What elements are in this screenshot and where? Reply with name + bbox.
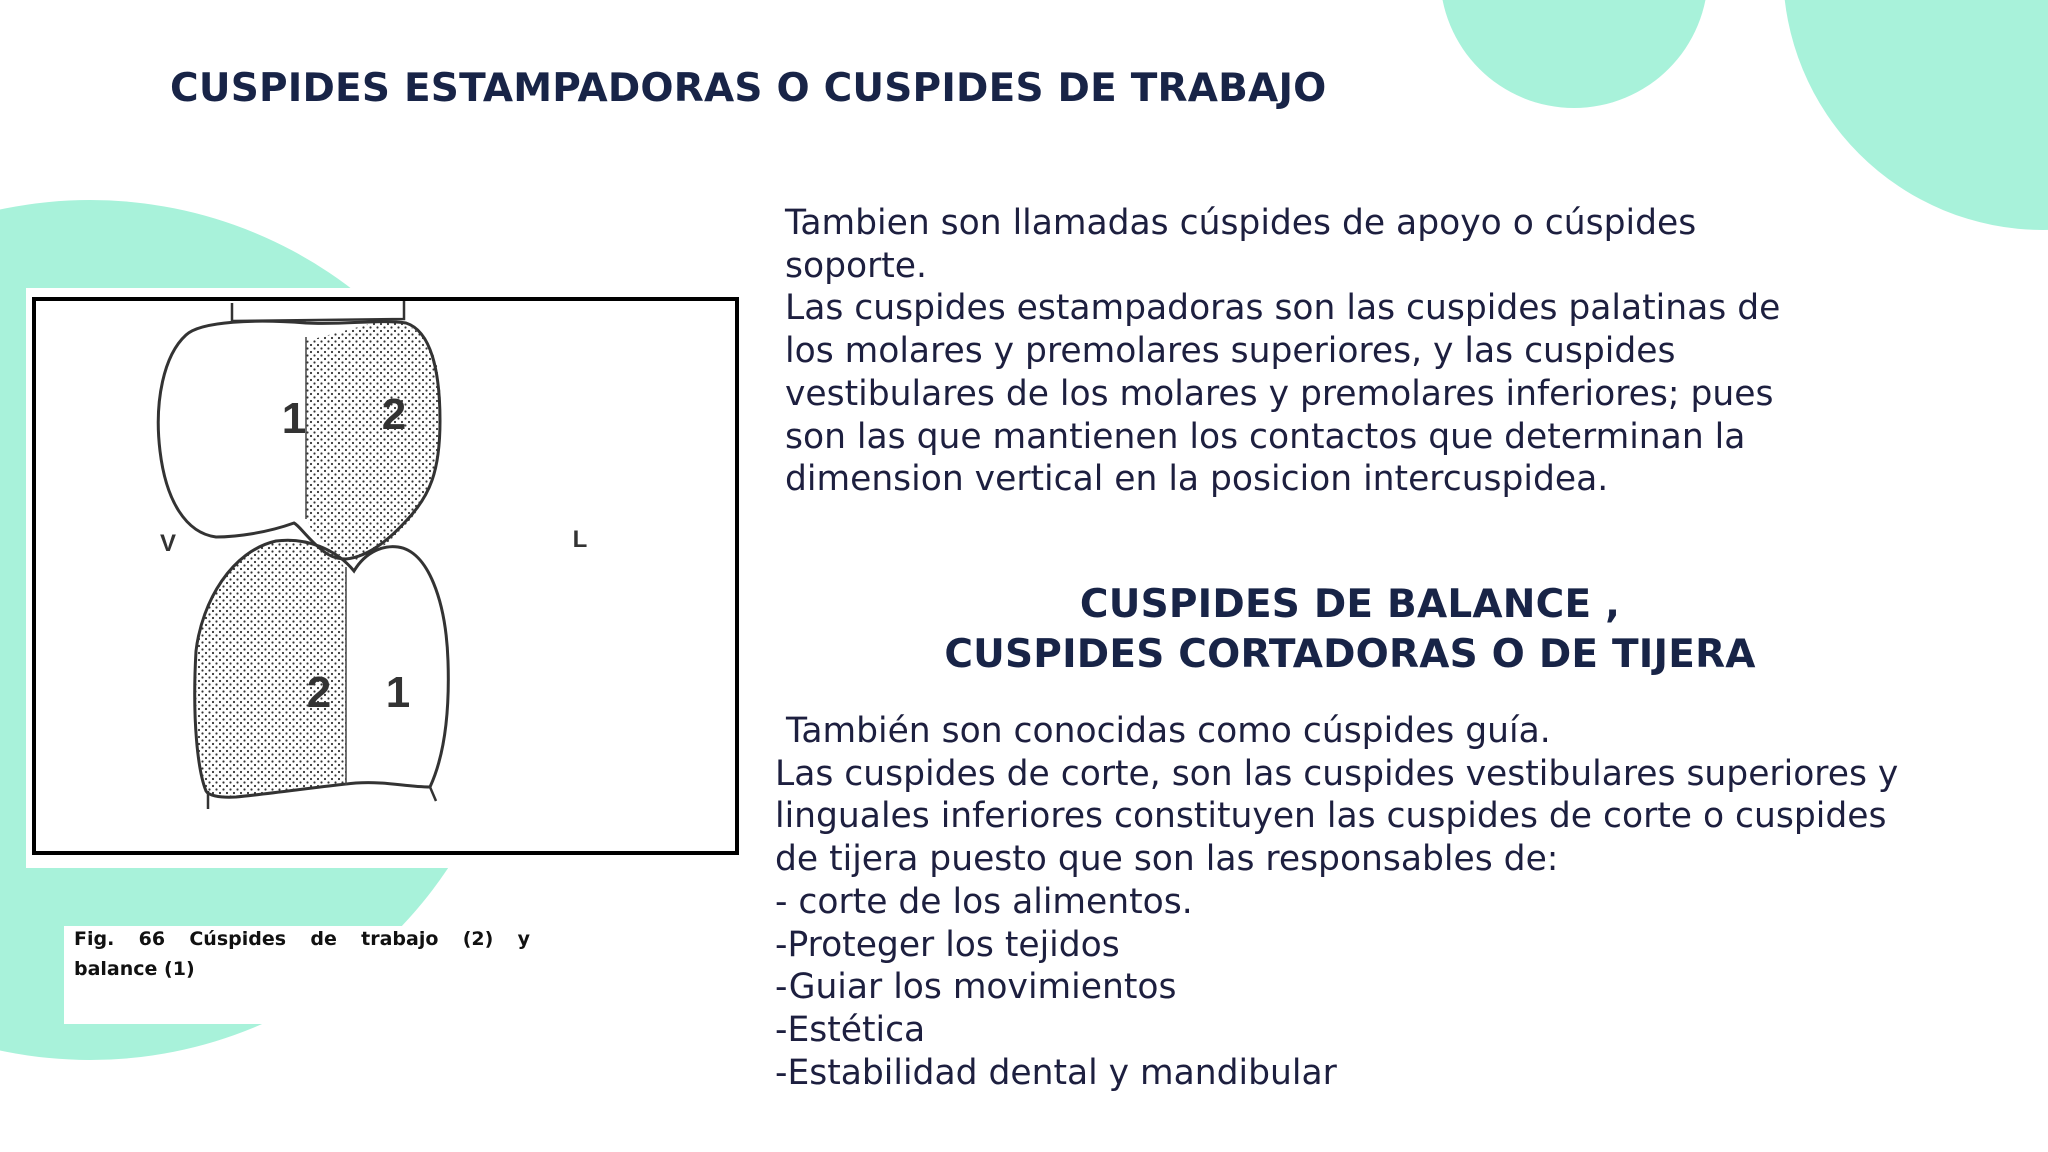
text-line: soporte. [785, 245, 927, 286]
slide-title: CUSPIDES ESTAMPADORAS O CUSPIDES DE TRABAJO [170, 66, 1327, 111]
text-line: Tambien son llamadas cúspides de apoyo o cúspides [785, 203, 1697, 243]
text-line: vestibulares de los molares y premolares inferiores; pues [785, 373, 1774, 414]
text-line: linguales inferiores constituyen las cuspides de corte o cuspides [775, 796, 1887, 837]
text-line: También son conocidas como cúspides guía. [775, 711, 1551, 751]
text-line: Las cuspides de corte, son las cuspides vestibulares superiores y [775, 753, 1899, 794]
section-title-line: CUSPIDES CORTADORAS O DE TIJERA [944, 632, 1756, 677]
decorative-circle-top [1440, 0, 1708, 108]
balance-cusps-description [775, 710, 1898, 1094]
text-line: son las que mantienen los contactos que determinan la [785, 416, 1746, 457]
section-title [850, 580, 1850, 680]
upper-right-cusp-label: 2 [381, 390, 407, 439]
vestibular-side-label: V [159, 530, 177, 557]
lower-right-cusp-label: 1 [385, 668, 411, 717]
text-line: de tijera puesto que son las responsables de: [775, 839, 1559, 880]
text-line: los molares y premolares superiores, y las cuspides [785, 331, 1676, 372]
list-item: -Proteger los tejidos [775, 924, 1120, 965]
lingual-side-label: L [572, 526, 588, 553]
caption-line: Fig. 66 Cúspides de trabajo (2) y [74, 928, 530, 950]
list-item: -Guiar los movimientos [775, 967, 1177, 1008]
figure-caption [74, 924, 530, 984]
list-item: -Estética [775, 1009, 926, 1050]
caption-line: balance (1) [74, 958, 195, 980]
upper-left-cusp-label: 1 [281, 394, 307, 443]
decorative-circle-top-right [1783, 0, 2048, 230]
text-line: dimension vertical en la posicion intercuspidea. [785, 459, 1609, 500]
section-title-line: CUSPIDES DE BALANCE , [1079, 582, 1621, 627]
lower-left-cusp-label: 2 [306, 668, 332, 717]
working-cusps-description [785, 202, 1780, 501]
tooth-diagram [32, 297, 739, 855]
list-item: -Estabilidad dental y mandibular [775, 1052, 1337, 1093]
text-line: Las cuspides estampadoras son las cuspides palatinas de [785, 288, 1781, 329]
list-item: - corte de los alimentos. [775, 881, 1193, 922]
